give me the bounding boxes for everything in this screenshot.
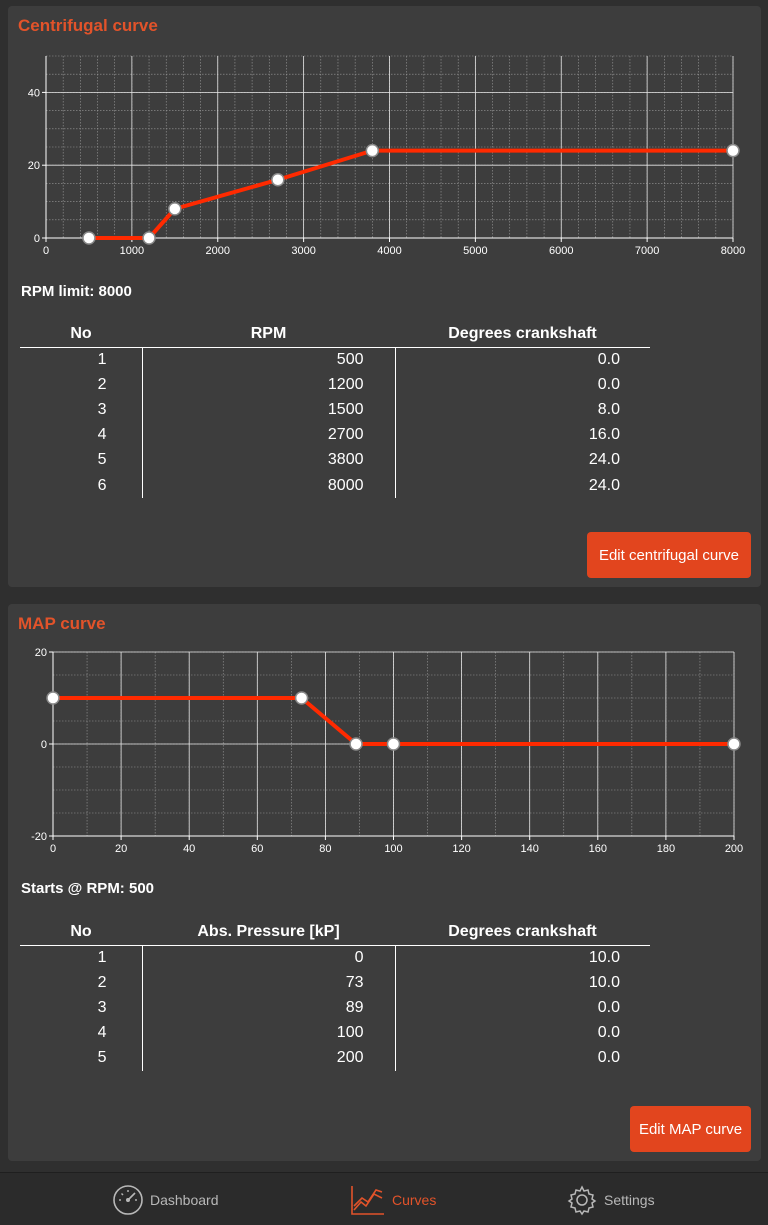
x-tick-label: 80: [319, 843, 332, 855]
table-row[interactable]: [20, 945, 650, 970]
x-tick-label: 0: [49, 843, 57, 855]
cell-no: 1: [97, 350, 107, 368]
tab-bar: [0, 1172, 768, 1225]
column-header-no: No: [20, 321, 142, 347]
table-row[interactable]: [20, 1046, 650, 1071]
table-row[interactable]: [20, 1021, 650, 1046]
x-tick-label: 2000: [205, 245, 230, 257]
cell-pressure: 200: [142, 1046, 395, 1071]
data-point: [350, 738, 362, 750]
cell-no: 5: [97, 451, 107, 469]
cell-rpm: 1500: [142, 397, 395, 422]
column-header-rpm: RPM: [142, 321, 395, 347]
cell-no: 3: [97, 400, 107, 418]
x-tick-label: 0: [42, 245, 50, 257]
table-row[interactable]: [20, 397, 650, 422]
data-point: [296, 692, 308, 704]
y-tick-label: -20: [31, 831, 47, 843]
cell-degrees: 0.0: [395, 1021, 650, 1046]
x-tick-label: 200: [724, 843, 744, 855]
data-point: [47, 692, 59, 704]
data-point: [727, 145, 739, 157]
curves-chart-icon: [350, 1184, 386, 1216]
cell-rpm: 3800: [142, 448, 395, 473]
centrifugal-title: Centrifugal curve: [18, 16, 158, 35]
x-tick-label: 160: [588, 843, 607, 855]
map-table: [20, 919, 650, 1071]
centrifugal-panel: [8, 6, 761, 587]
x-tick-label: 140: [520, 843, 539, 855]
rpm-limit-label: RPM limit: 8000: [21, 283, 132, 300]
data-point: [83, 232, 95, 244]
y-tick-label: 20: [34, 647, 47, 659]
data-point: [143, 232, 155, 244]
cell-no: 3: [97, 998, 107, 1016]
data-point: [169, 203, 181, 215]
cell-rpm: 2700: [142, 423, 395, 448]
x-tick-label: 7000: [634, 245, 660, 257]
cell-no: 6: [97, 476, 107, 494]
tab-curves[interactable]: [350, 1183, 436, 1217]
x-tick-label: 100: [384, 843, 403, 855]
column-header-no: No: [20, 919, 142, 945]
x-tick-label: 60: [251, 843, 264, 855]
data-point: [366, 145, 378, 157]
table-row[interactable]: [20, 995, 650, 1020]
cell-no: 2: [97, 375, 107, 393]
y-tick-label: 40: [27, 87, 40, 100]
cell-pressure: 0: [142, 945, 395, 970]
cell-pressure: 89: [142, 995, 395, 1020]
cell-pressure: 100: [142, 1021, 395, 1046]
cell-degrees: 0.0: [395, 995, 650, 1020]
starts-at-rpm-label: Starts @ RPM: 500: [21, 880, 155, 897]
cell-degrees: 24.0: [395, 448, 650, 473]
x-tick-label: 40: [183, 843, 196, 855]
cell-degrees: 0.0: [395, 347, 650, 372]
centrifugal-table: [20, 321, 650, 498]
cell-degrees: 8.0: [395, 397, 650, 422]
map-title: MAP curve: [18, 614, 106, 633]
gear-icon: [566, 1184, 598, 1216]
tab-settings[interactable]: [566, 1183, 655, 1217]
x-tick-label: 20: [114, 843, 128, 855]
tab-curves-label: Curves: [392, 1192, 437, 1208]
column-header-degrees: Degrees crankshaft: [395, 919, 650, 945]
y-tick-label: 20: [27, 160, 40, 173]
x-tick-label: 6000: [549, 245, 574, 257]
table-header-row: [20, 919, 650, 945]
map-chart[interactable]: [8, 644, 761, 894]
cell-degrees: 10.0: [395, 970, 650, 995]
table-row[interactable]: [20, 448, 650, 473]
cell-no: 1: [97, 948, 107, 966]
x-tick-label: 5000: [463, 245, 488, 257]
data-point: [272, 174, 284, 186]
data-point: [728, 738, 740, 750]
cell-no: 5: [97, 1049, 107, 1067]
series-line: [89, 151, 733, 238]
y-tick-label: 0: [33, 233, 40, 245]
cell-degrees: 0.0: [395, 372, 650, 397]
cell-degrees: 10.0: [395, 945, 650, 970]
cell-rpm: 500: [142, 347, 395, 372]
cell-degrees: 24.0: [395, 473, 650, 498]
cell-rpm: 1200: [142, 372, 395, 397]
table-row[interactable]: [20, 347, 650, 372]
edit-centrifugal-curve-button[interactable]: Edit centrifugal curve: [587, 532, 751, 578]
y-tick-label: 0: [40, 739, 47, 751]
edit-map-curve-button[interactable]: Edit MAP curve: [630, 1106, 751, 1152]
speedometer-icon: [112, 1184, 144, 1216]
tab-settings-label: Settings: [604, 1192, 655, 1208]
x-tick-label: 4000: [377, 245, 402, 257]
data-point: [388, 738, 400, 750]
cell-no: 2: [97, 973, 107, 991]
column-header-degrees: Degrees crankshaft: [395, 321, 650, 347]
column-header-pressure: Abs. Pressure [kP]: [142, 919, 395, 945]
cell-rpm: 8000: [142, 473, 395, 498]
cell-no: 4: [97, 426, 107, 444]
tab-dashboard-label: Dashboard: [150, 1192, 219, 1208]
map-panel: [8, 604, 761, 1161]
table-row[interactable]: [20, 473, 650, 498]
table-row[interactable]: [20, 423, 650, 448]
tab-dashboard[interactable]: [112, 1183, 219, 1217]
cell-degrees: 16.0: [395, 423, 650, 448]
x-tick-label: 1000: [119, 245, 145, 257]
table-row[interactable]: [20, 970, 650, 995]
cell-degrees: 0.0: [395, 1046, 650, 1071]
x-tick-label: 180: [656, 843, 676, 855]
table-header-row: [20, 321, 650, 347]
table-row[interactable]: [20, 372, 650, 397]
x-tick-label: 8000: [720, 245, 746, 257]
cell-pressure: 73: [142, 970, 395, 995]
x-tick-label: 120: [452, 843, 471, 855]
cell-no: 4: [97, 1024, 107, 1042]
x-tick-label: 3000: [291, 245, 316, 257]
centrifugal-chart[interactable]: [8, 46, 761, 306]
